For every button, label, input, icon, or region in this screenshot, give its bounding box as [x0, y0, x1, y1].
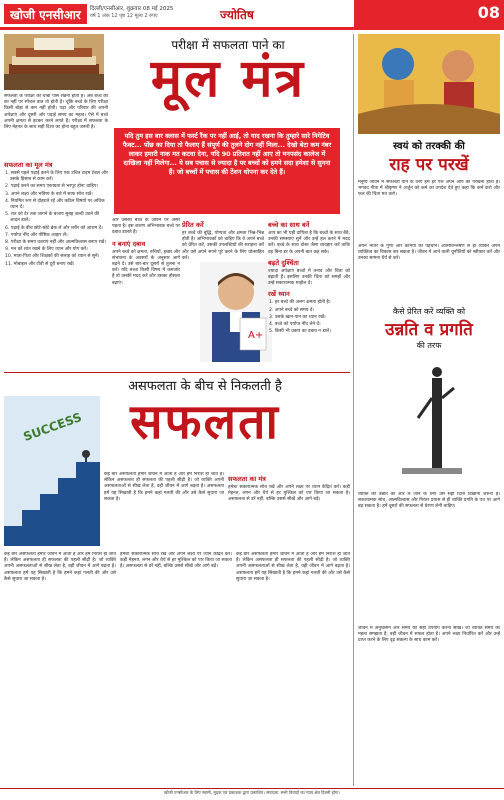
student-photo	[200, 262, 272, 362]
bottom-col3: कई बार असफलता हमारे जीवन में आती है और हम निराश हो जाते हैं। लेकिन असफलता ही सफलता की पहली सीढ़ी है। जो व्यक्ति अपनी असफलताओं से सीख लेता है, वही जीवन में आगे बढ़ता है। असफलता हमें यह सिखाती है कि हमने कहां गलती की और उसे कैसे सुधारा जा सकता है।	[4, 552, 116, 582]
bottom-col4: हमेशा सकारात्मक सोच रखें और अपने लक्ष्य पर ध्यान केंद्रित करें। कड़ी मेहनत, लगन और धैर्य से हर मुश्किल को पार किया जा सकता है। असफलता से डरें नहीं, बल्कि उससे सीखें और आगे बढ़ें।	[120, 552, 232, 570]
success-sign: SUCCESS	[21, 409, 84, 445]
footer-imprint: खोजी एनसीआर के लिए स्वामी, मुद्रक एवं प्रकाशक द्वारा प्रकाशित। संपादक: सभी विवादों का न्याय क्षेत्र दिल्ली होगा।	[164, 790, 340, 795]
page-number: 08	[477, 3, 500, 22]
list-item: 2. पढ़ाई करने का समय एकाग्रता से भरपूर होना चाहिए।	[5, 184, 99, 190]
masthead	[0, 0, 504, 30]
sidebar-headline-2	[358, 306, 500, 356]
list-item: 5. रात को देर तक जागने के बजाय सुबह जल्दी उठने की आदत डालें।	[5, 212, 100, 224]
list-item: 8. परीक्षा के समय घबराएं नहीं और आत्मविश्वास बनाए रखें।	[5, 240, 106, 246]
list-item: 2. अपने बच्चे को समय दें।	[269, 307, 315, 313]
list-item: 11. मोबाइल और टीवी से दूरी बनाए रखें।	[5, 261, 75, 267]
sidebar-text-2: अपने भीतर के गुणों और कमियों को पहचानें। आत्मविश्लेषण से ही व्यक्ति अपने व्यक्तित्व का विकास कर सकता है। जीवन में आने वाली चुनौतियों को स्वीकार करें और उनका सामना धैर्य से करें।	[358, 244, 500, 262]
section-divider	[4, 372, 350, 373]
newspaper-logo: खोजी एनसीआर	[4, 4, 87, 24]
keep-in-mind-heading: रखें ध्यान	[268, 290, 290, 299]
anxiety-heading: बढ़ते दुश्चिंता	[268, 258, 299, 267]
books-photo	[4, 34, 104, 90]
sidebar-text-1: मनुष्य जीवन में सफलता पाने के लिए हमें हर पल अपने आप को परखना होता है। भगवद गीता में श्रीकृष्ण ने अर्जुन को कर्म का उपदेश देते हुए कहा कि कर्म करो और फल की चिंता मत करो।	[358, 180, 500, 198]
sidebar-text-4: जीवन में अनुशासन और समय का सही उपयोग करना सीखें। जो व्यक्ति समय का महत्व समझता है, वही जीवन में सफल होता है। अपने लक्ष्य निर्धारित करें और उन्हें प्राप्त करने के लिए दृढ़ संकल्प के साथ काम करें।	[358, 626, 500, 644]
bottom-col1: कई बार असफलता हमारे जीवन में आती है और हम निराश हो जाते हैं। लेकिन असफलता ही सफलता की पहली सीढ़ी है। जो व्यक्ति अपनी असफलताओं से सीख लेता है, वही जीवन में आगे बढ़ता है। असफलता हमें यह सिखाती है कि हमने कहां गलती की और उसे कैसे सुधारा जा सकता है।	[104, 472, 224, 502]
bottom-col2	[228, 472, 350, 552]
bottom-title: सफलता	[130, 394, 280, 450]
success-mantra-heading: सफलता का मंत्र	[228, 475, 266, 483]
bottom-kicker: असफलता के बीच से निकलती है	[128, 379, 282, 394]
sidebar2-suffix: की तरफ	[416, 341, 442, 350]
motivate-heading: प्रेरित करें	[182, 221, 204, 229]
no-pressure-heading: न बनाएं दबाव	[112, 239, 146, 248]
list-item: 7. पर्याप्त नींद और पौष्टिक आहार लें।	[5, 232, 68, 238]
list-item: 6. पढ़ाई के बीच छोटे-छोटे ब्रेक लें और शरीर को आराम दें।	[5, 225, 103, 231]
sidebar-kicker: स्वयं को तरक्की की	[393, 141, 465, 152]
svg-text:A+: A+	[248, 330, 264, 341]
sidebar-title: राह पर परखें	[389, 155, 469, 175]
bottom-col5: कई बार असफलता हमारे जीवन में आती है और हम निराश हो जाते हैं। लेकिन असफलता ही सफलता की पहली सीढ़ी है। जो व्यक्ति अपनी असफलताओं से सीख लेता है, वही जीवन में आगे बढ़ता है। असफलता हमें यह सिखाती है कि हमने कहां गलती की और उसे कैसे सुधारा जा सकता है।	[236, 552, 350, 582]
sidebar-text-3: व्यक्ति को उन्नति की ओर ले जाने के लिए उसे सही दिशा दिखाना जरूरी है। सकारात्मक सोच, आत्मविश्वास और निरंतर प्रयास से ही व्यक्ति प्रगति के पथ पर आगे बढ़ सकता है। हमें दूसरों की सफलता से प्रेरणा लेनी चाहिए।	[358, 492, 500, 510]
column-text: अपने बच्चे को क्षमता, रुचियों, इच्छा और संभावना के अवसरों के अनुसार आगे बढ़ने दें। उसे बार-बार दूसरों से तुलना न करें। यदि बच्चा किसी विषय में कमजोर है तो उसकी मदद करें और उसका हौसला बढ़ाएं।	[112, 249, 180, 286]
highlight-box: यदि तुम इस बार क्लास में फर्स्ट रैंक पर नहीं आई, तो याद रखना कि तुम्हारे सारे निगेटिव फैक्ट... पोंछ का दिया तो फैलाए हैं संपूर्ण की तुलने दोग नहीं मिला... देखो बेटा कम नंबर लाकर हमारी नाक मत कटवा देना, यदि 90 प्रतिशत नहीं आए तो मनपसंद कालेज में दाखिला नहीं मिलेगा... ये सब पचास से ज्यादा है पर बच्चों को हमने सदा हमेशा से सुनना हैं। जो बच्चों में पचास की टेंशन थोपना कर देते हैं।	[114, 128, 340, 214]
article-intro: सफलता के परीक्षा की चाबी पास रखना होता है। अब बच्चे की का नहीं पर स्पेशल बात तो होती है। चूंकि बच्चे के लिए परीक्षा किसी बोझ से कम नहीं होती। पढ़ा और परिवार की अपनी अपेक्षाएं और दूसरी ओर पढ़ाई समय का महत्व। ऐसे में बच्चे अपनी क्षमता से हटकर करने लगते हैं। परीक्षा में सफलता के लिए मेहनत के साथ सही दिशा का होना बहुत जरूरी है।	[4, 94, 108, 131]
parent-support-column	[268, 218, 350, 368]
success-tips-heading: सफलता का मूल मंत्र	[4, 161, 53, 169]
column-text: और उसका बच्चे के जीवन पर असर पड़ता है। इस कारण अभिभावक बच्चे पर दबाव डालते हैं।	[112, 218, 180, 236]
headline-kicker: परीक्षा में सफलता पाने का	[171, 38, 285, 52]
no-pressure-column	[112, 218, 180, 368]
edition-info: दिल्ली/एनसीआर, शुक्रवार 08 मई 2025	[90, 6, 174, 12]
list-item: 4. बच्चे को पर्याप्त नींद लेने दें।	[269, 322, 321, 328]
headline-title: मूल मंत्र	[150, 49, 306, 109]
list-item: 9. मन को शांत रखने के लिए ध्यान और योग करें।	[5, 247, 88, 253]
climbing-photo	[382, 358, 482, 488]
list-item: 5. किसी भी प्रकार का दबाव न डालें।	[269, 329, 331, 335]
sidebar-headline	[358, 138, 500, 178]
bottom-headline	[60, 376, 350, 468]
column-text: हमेशा सकारात्मक सोच रखें और अपने लक्ष्य पर ध्यान केंद्रित करें। कड़ी मेहनत, लगन और धैर्य से हर मुश्किल को पार किया जा सकता है। असफलता से डरें नहीं, बल्कि उससे सीखें और आगे बढ़ें।	[228, 485, 350, 503]
list-item: 3. अपने लक्ष्य और भविष्य के बारे में साफ सोच रखें।	[5, 191, 93, 197]
list-item: 1. सबसे पहले पढ़ाई करने के लिए एक उचित टाइम टेबल और उसके हिसाब से काम करें।	[5, 171, 108, 183]
column-text: आप का भी यही दायित्व है कि बच्चों के साथ बैठें, उनकी समस्याएं सुनें और उन्हें हल करने में मदद करें। बच्चे के साथ दोस्त जैसा व्यवहार करें ताकि वह बिना डर के अपनी बात कह सके।	[268, 231, 350, 255]
column-text: हर बच्चे की बुद्धि, योग्यता और क्षमता भिन्न-भिन्न होती है। अभिभावकों को चाहिए कि वे अपने बच्चे को प्रेरित करें, उसकी उपलब्धियों की सराहना करें और उसे अपने सपने पूरे करने के लिए प्रोत्साहित करें।	[182, 231, 264, 261]
column-text: ज्यादा अपेक्षाएं बच्चों में तनाव और चिंता को बढ़ाती हैं। इसलिए उनकी चिंता को समझें और उन्हें सकारात्मक माहौल दें।	[268, 268, 350, 287]
be-with-child-heading: बच्चे का साथ बनें	[268, 221, 310, 229]
section-title: ज्योतिष	[220, 8, 254, 22]
sidebar2-kicker: कैसे प्रेरित करें व्यक्ति को	[392, 307, 466, 316]
sidebar2-title: उन्नति व प्रगति	[385, 320, 473, 340]
footer-rule	[0, 788, 504, 789]
issue-info: वर्ष 1 अंक 12 पृष्ठ 12 मूल्य 2 रुपए	[90, 13, 158, 19]
list-item: 10. माता-पिता और शिक्षकों की सलाह को ध्यान से सुनें।	[5, 254, 100, 260]
sidebar-divider	[353, 34, 354, 786]
list-item: 3. उसके खान-पान का ध्यान रखें।	[269, 314, 326, 320]
krishna-arjuna-photo	[358, 34, 500, 134]
list-item: 1. हर बच्चे की अलग क्षमता होती है।	[269, 300, 331, 306]
list-item: 4. नियमित रूप से दोहराते रहें और कठिन विषयों पर अधिक ध्यान दें।	[5, 198, 105, 211]
success-tips-column	[4, 158, 108, 368]
top-headline	[108, 36, 348, 124]
